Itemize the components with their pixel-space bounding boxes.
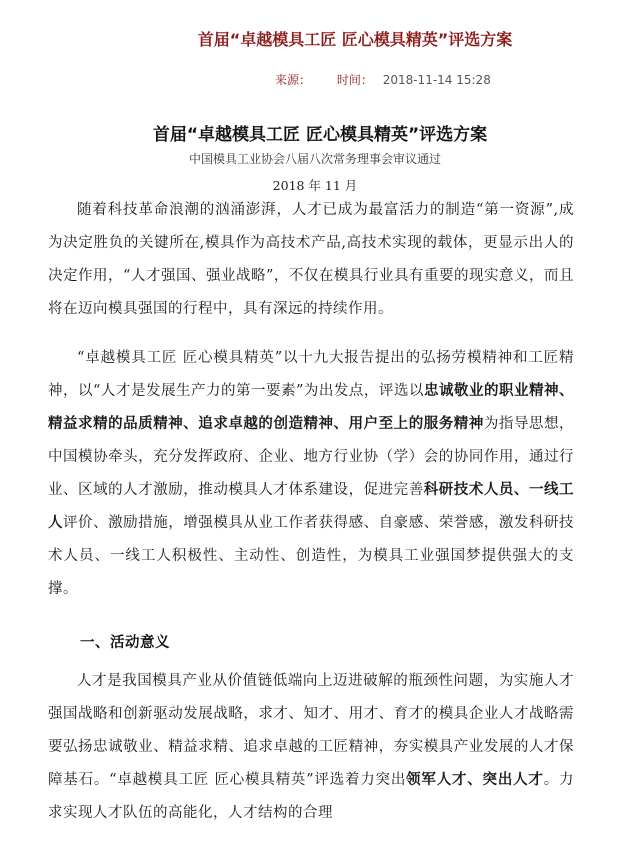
section-heading-significance: 一、活动意义: [80, 635, 170, 651]
paragraph-guideline-text-c: 评价、激励措施，增强模具从业工作者获得感、自豪感、荣誉感，激发科研技术人员、一线工人积极性、主动性、创造性，为模具工业强国梦提供强大的支撑。: [48, 515, 574, 597]
paragraph-significance: [48, 665, 574, 830]
time-value: 2018-11-14 15:28: [382, 73, 491, 87]
paragraph-intro: 随着科技革命浪潮的汹涌澎湃，人才已成为最富活力的制造“第一资源”,成为决定胜负的关键所在,模具作为高技术产品,高技术实现的载体，更显示出人的决定作用，“人才强国、强业战略”，不仅在模具行业具有重要的现实意义，而且将在迈向模具强国的行程中，具有深远的持续作用。: [48, 202, 574, 317]
paragraph-significance-text-a: 人才是我国模具产业从价值链低端向上迈进破解的瓶颈性问题，为实施人才强国战略和创新驱动发展战略，求才、知才、用才、育才的模具企业人才战略需要弘扬忠诚敬业、精益求精、追求卓越的工匠精神，夯实模具产业发展的人才保障基石。“卓越模具工匠 匠心模具精英”评选着力突出: [48, 673, 574, 788]
article-meta: [275, 71, 491, 88]
paragraph-significance-bold: 领军人才、突出人才: [406, 772, 544, 788]
time-label: 时间：: [336, 73, 373, 87]
paragraph-guideline-bold-a: 忠诚敬业的职业精神、精益求精的品质精神、追求卓越的创造精神、用户至上的服务精神: [48, 383, 574, 432]
document-subtitle: 中国模具工业协会八届八次常务理事会审议通过: [188, 152, 441, 166]
paragraph-significance-text-b: 。力求实现人才队伍的高能化，人才结构的合理: [48, 772, 575, 821]
source-label: 来源：: [275, 73, 312, 87]
site-title: 首届“卓越模具工匠 匠心模具精英”评选方案: [197, 30, 513, 49]
paragraph-guideline-bold-b: 科研技术人员、一线工人: [48, 482, 574, 531]
paragraph-guideline-text-a: “卓越模具工匠 匠心模具精英”以十九大报告提出的弘扬劳模精神和工匠精神，以“人才是发展生产力的第一要素”为出发点，评选以: [48, 350, 574, 399]
document-title: 首届“卓越模具工匠 匠心模具精英”评选方案: [152, 125, 488, 145]
document-date: 2018 年 11 月: [272, 178, 358, 193]
paragraph-guideline-text-b: 为指导思想，中国模协牵头，充分发挥政府、企业、地方行业协（学）会的协同作用，通过行业、区域的人才激励，推动模具人才体系建设，促进完善: [48, 416, 575, 498]
paragraph-guideline: [48, 342, 574, 606]
